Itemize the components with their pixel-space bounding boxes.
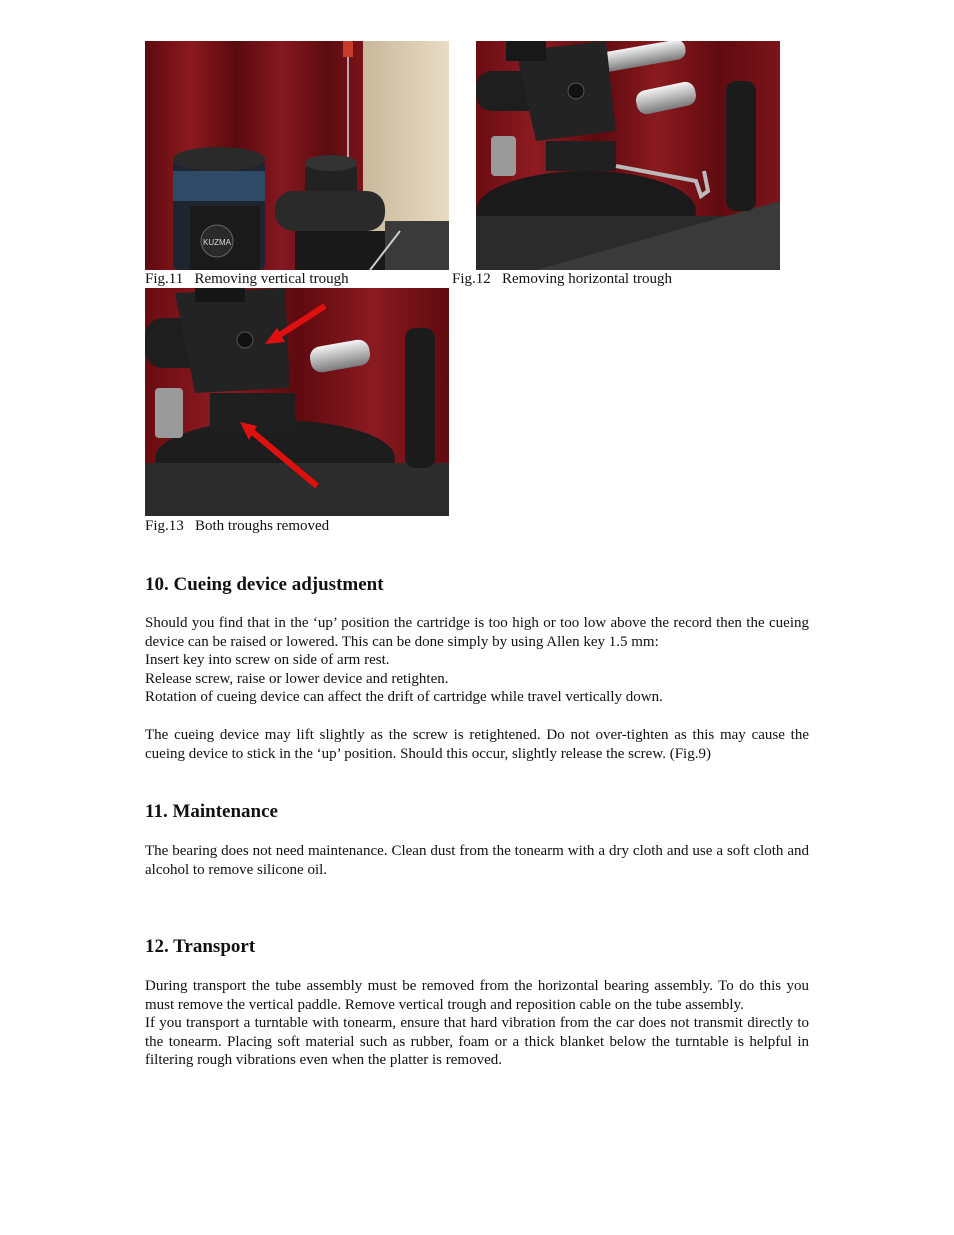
- fig11-caption: Fig.11 Removing vertical trough: [145, 271, 349, 287]
- paragraph-line: Rotation of cueing device can affect the drift of cartridge while travel vertically down.: [145, 689, 663, 706]
- paragraph-line: During transport the tube assembly must be removed from the horizontal bearing assembly. To do this you must remove the vertical paddle. Remove vertical trough and reposition cable on the tube assembly.: [145, 978, 809, 1013]
- section-11-heading: 11. Maintenance: [145, 801, 278, 822]
- section-12-heading: 12. Transport: [145, 936, 256, 957]
- kuzma-logo: KUZMA: [203, 238, 231, 247]
- paragraph-line: The bearing does not need maintenance. Clean dust from the tonearm with a dry cloth and use a soft cloth and alcohol to remove silicone oil.: [145, 843, 809, 878]
- section-11-paragraph-1: [145, 842, 809, 879]
- paragraph-line: Release screw, raise or lower device and retighten.: [145, 670, 449, 687]
- fig11-photo: [145, 41, 449, 270]
- paragraph-line: Insert key into screw on side of arm rest.: [145, 652, 390, 669]
- section-10-paragraph-2: [145, 726, 809, 763]
- section-10-paragraph-1: [145, 614, 809, 707]
- section-12-paragraph-1: [145, 977, 809, 1070]
- paragraph-line: If you transport a turntable with tonearm, ensure that hard vibration from the car does not transmit directly to the tonearm. Placing soft material such as rubber, foam or a thick blanket below the turntable is helpful in filtering rough vibrations even when the platter is removed.: [145, 1015, 809, 1069]
- fig13-caption: Fig.13 Both troughs removed: [145, 518, 330, 534]
- section-10-heading: 10. Cueing device adjustment: [145, 574, 384, 595]
- fig12-photo: [476, 41, 780, 270]
- paragraph-line: The cueing device may lift slightly as the screw is retightened. Do not over-tighten as this may cause the cueing device to stick in the ‘up’ position. Should this occur, slightly release the screw. (Fig.9): [145, 727, 809, 762]
- fig12-caption: Fig.12 Removing horizontal trough: [452, 271, 672, 287]
- fig13-photo: [145, 288, 449, 516]
- paragraph-line: Should you find that in the ‘up’ position the cartridge is too high or too low above the record then the cueing device can be raised or lowered. This can be done simply by using Allen key 1.5 mm:: [145, 615, 809, 650]
